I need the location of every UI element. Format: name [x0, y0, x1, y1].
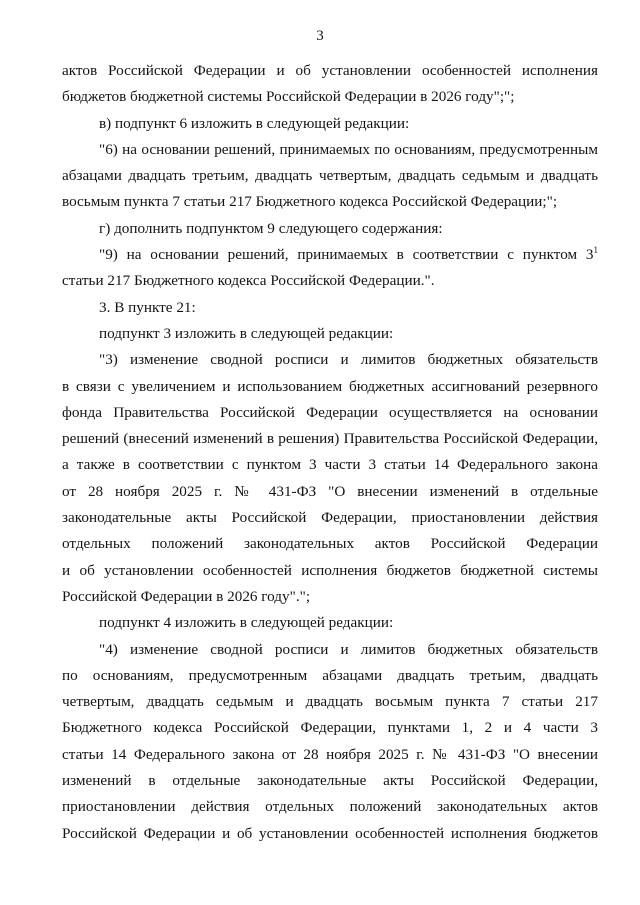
text-line-content: в связи с увеличением и использованием бюджетных ассигнований резервного	[62, 377, 598, 395]
text-line	[62, 794, 598, 820]
text-line-content: г) дополнить подпунктом 9 следующего содержания:	[99, 219, 443, 237]
text-line	[62, 821, 598, 847]
text-line	[62, 426, 598, 452]
text-line-content: Российской Федерации в 2026 году".";	[62, 587, 311, 605]
text-line-content: решений (внесений изменений в решения) Правительства Российской Федерации,	[62, 430, 598, 448]
text-line	[62, 189, 598, 215]
text-line-content: а также в соответствии с пунктом 3 части 3 статьи 14 Федерального закона	[62, 456, 598, 474]
text-line	[62, 452, 598, 478]
text-line-content: подпункт 3 изложить в следующей редакции:	[99, 324, 394, 342]
text-line-content: и об установлении особенностей исполнения бюджетов бюджетной системы	[62, 561, 598, 579]
text-line	[62, 374, 598, 400]
text-line	[62, 163, 598, 189]
text-line-content: бюджетов бюджетной системы Российской Федерации в 2026 году";";	[62, 88, 515, 106]
text-line-content: статьи 14 Федерального закона от 28 ноября 2025 г. № 431-ФЗ "О внесении	[62, 745, 598, 763]
text-line-content: приостановлении действия отдельных положений законодательных актов	[62, 798, 598, 816]
text-line-content: от 28 ноября 2025 г. № 431-ФЗ "О внесении изменений в отдельные	[62, 482, 598, 500]
text-line	[62, 242, 598, 268]
text-line	[62, 479, 598, 505]
text-line	[62, 742, 598, 768]
text-line	[62, 321, 598, 347]
text-line	[62, 689, 598, 715]
text-line	[62, 58, 598, 84]
text-line-content: статьи 217 Бюджетного кодекса Российской Федерации.".	[62, 272, 435, 290]
text-line-content: изменений в отдельные законодательные акты Российской Федерации,	[62, 772, 598, 790]
superscript: 1	[593, 245, 598, 256]
text-line-content: отдельных положений законодательных актов Российской Федерации	[62, 535, 598, 553]
text-line	[62, 400, 598, 426]
text-line-content: абзацами двадцать третьим, двадцать четвертым, двадцать седьмым и двадцать	[62, 167, 598, 185]
text-line	[62, 663, 598, 689]
text-line	[62, 268, 598, 294]
text-line-content: 3. В пункте 21:	[99, 298, 196, 316]
text-line-content: "9) на основании решений, принимаемых в соответствии с пунктом 3	[99, 246, 594, 264]
document-body	[62, 58, 598, 847]
text-line-content: Бюджетного кодекса Российской Федерации, пунктами 1, 2 и 4 части 3	[62, 719, 598, 737]
text-line-content: Российской Федерации и об установлении особенностей исполнения бюджетов	[62, 824, 598, 842]
text-line	[62, 111, 598, 137]
text-line-content: восьмым пункта 7 статьи 217 Бюджетного кодекса Российской Федерации;";	[62, 193, 558, 211]
text-line	[62, 768, 598, 794]
text-line	[62, 216, 598, 242]
text-line	[62, 531, 598, 557]
text-line-content: подпункт 4 изложить в следующей редакции:	[99, 614, 394, 632]
text-line	[62, 295, 598, 321]
text-line-content: в) подпункт 6 изложить в следующей редакции:	[99, 114, 410, 132]
text-line	[62, 558, 598, 584]
text-line-content: законодательные акты Российской Федерации, приостановлении действия	[62, 509, 598, 527]
text-line	[62, 584, 598, 610]
text-line-content: "3) изменение сводной росписи и лимитов бюджетных обязательств	[99, 351, 598, 369]
text-line-content: фонда Правительства Российской Федерации осуществляется на основании	[62, 403, 598, 421]
text-line	[62, 347, 598, 373]
text-line	[62, 637, 598, 663]
text-line	[62, 610, 598, 636]
text-line-content: "6) на основании решений, принимаемых по основаниям, предусмотренным	[99, 140, 598, 158]
text-line	[62, 84, 598, 110]
text-line-content: четвертым, двадцать седьмым и двадцать восьмым пункта 7 статьи 217	[62, 693, 598, 711]
text-line-content: по основаниям, предусмотренным абзацами двадцать третьим, двадцать	[62, 666, 598, 684]
text-line	[62, 505, 598, 531]
page-number: 3	[316, 28, 324, 44]
text-line	[62, 137, 598, 163]
text-line-content: "4) изменение сводной росписи и лимитов бюджетных обязательств	[99, 640, 598, 658]
text-line	[62, 715, 598, 741]
text-line-content: актов Российской Федерации и об установлении особенностей исполнения	[62, 62, 598, 79]
